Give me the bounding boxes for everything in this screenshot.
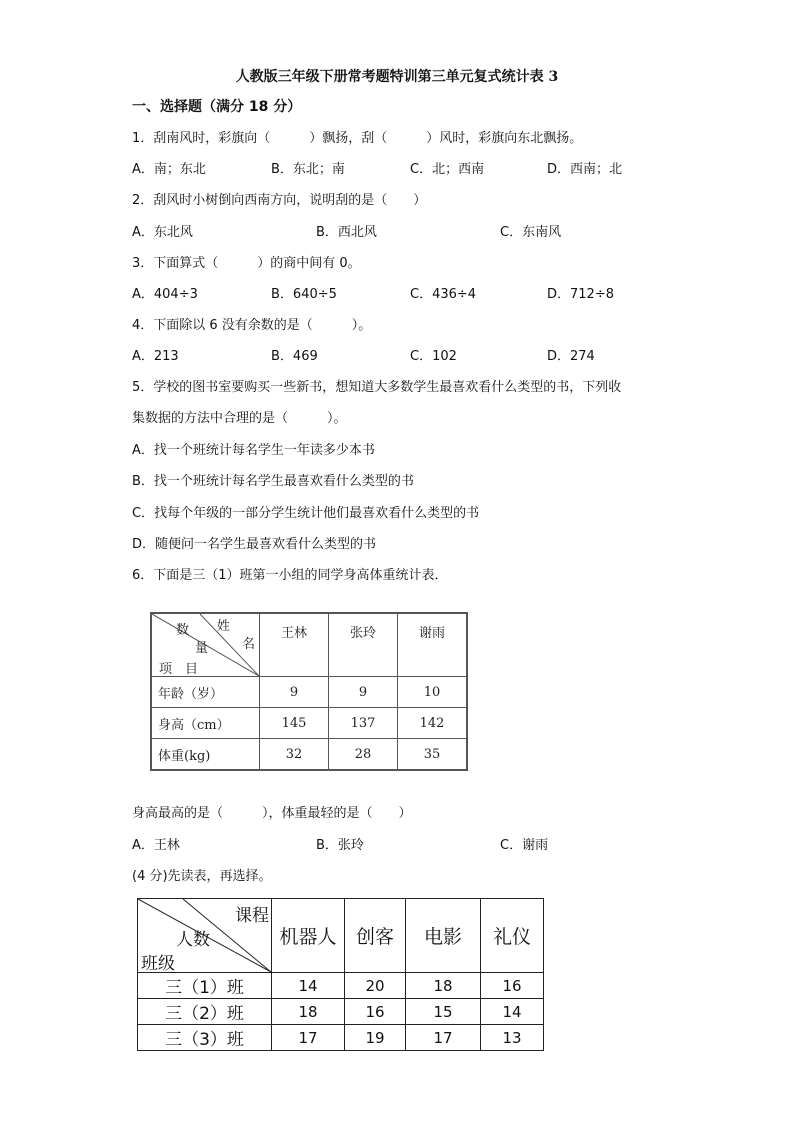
option-a: A．南；东北 bbox=[132, 162, 206, 177]
table-cell: 18 bbox=[406, 973, 481, 999]
option-d: D．274 bbox=[547, 349, 595, 364]
column-header-course: 机器人 bbox=[272, 899, 345, 973]
row-label: 身高（cm） bbox=[151, 708, 260, 739]
row-label: 年龄（岁） bbox=[151, 677, 260, 708]
table-cell: 16 bbox=[481, 973, 544, 999]
header-label-people: 人数 bbox=[176, 930, 210, 950]
course-enrollment-table bbox=[137, 898, 544, 1051]
option-a: A．404÷3 bbox=[132, 287, 198, 302]
header-label-xiangmu: 项 目 bbox=[159, 662, 199, 677]
question-5-line-2: 集数据的方法中合理的是（ ）。 bbox=[132, 411, 347, 426]
table-cell: 16 bbox=[345, 999, 406, 1025]
header-label-class: 班级 bbox=[141, 954, 175, 974]
header-label-course: 课程 bbox=[235, 906, 269, 926]
table-cell: 14 bbox=[481, 999, 544, 1025]
question-5-line-1: 5．学校的图书室要购买一些新书，想知道大多数学生最喜欢看什么类型的书，下列收 bbox=[132, 380, 622, 395]
option-b: B．西北风 bbox=[316, 225, 377, 240]
table-cell: 17 bbox=[406, 1025, 481, 1051]
column-header-name: 王林 bbox=[260, 613, 329, 677]
option-b: B．469 bbox=[271, 349, 318, 364]
column-header-course: 礼仪 bbox=[481, 899, 544, 973]
table-diagonal-header bbox=[138, 899, 272, 973]
table-cell: 142 bbox=[398, 708, 468, 739]
header-label-xing: 姓 bbox=[217, 619, 231, 634]
table-row bbox=[151, 677, 467, 708]
question-5-option-d: D．随便问一名学生最喜欢看什么类型的书 bbox=[132, 537, 377, 552]
column-header-name: 谢雨 bbox=[398, 613, 468, 677]
question-4: 4．下面除以 6 没有余数的是（ ）。 bbox=[132, 318, 372, 333]
height-weight-table bbox=[150, 612, 468, 771]
table-cell: 9 bbox=[329, 677, 398, 708]
option-b: B．东北；南 bbox=[271, 162, 345, 177]
table-cell: 9 bbox=[260, 677, 329, 708]
table-row bbox=[151, 739, 467, 771]
table-cell: 13 bbox=[481, 1025, 544, 1051]
question-5-option-a: A．找一个班统计每名学生一年读多少本书 bbox=[132, 443, 375, 458]
table-row bbox=[138, 1025, 544, 1051]
table-cell: 20 bbox=[345, 973, 406, 999]
column-header-name: 张玲 bbox=[329, 613, 398, 677]
table-cell: 32 bbox=[260, 739, 329, 771]
table-row bbox=[151, 708, 467, 739]
question-5-option-b: B．找一个班统计每名学生最喜欢看什么类型的书 bbox=[132, 474, 414, 489]
header-label-shu: 数 bbox=[176, 623, 190, 638]
header-label-ming: 名 bbox=[242, 637, 256, 652]
table-cell: 28 bbox=[329, 739, 398, 771]
table-row bbox=[138, 999, 544, 1025]
option-d: D．西南；北 bbox=[547, 162, 623, 177]
option-b: B．张玲 bbox=[316, 838, 364, 853]
question-1: 1．刮南风时，彩旗向（ ）飘扬，刮（ ）风时，彩旗向东北飘扬。 bbox=[132, 131, 583, 146]
table-cell: 18 bbox=[272, 999, 345, 1025]
table-cell: 137 bbox=[329, 708, 398, 739]
row-label: 三（3）班 bbox=[138, 1025, 272, 1051]
option-c: C．东南风 bbox=[500, 225, 562, 240]
question-3: 3．下面算式（ ）的商中间有 0。 bbox=[132, 256, 361, 271]
option-c: C．谢雨 bbox=[500, 838, 549, 853]
table-cell: 10 bbox=[398, 677, 468, 708]
header-label-liang: 量 bbox=[195, 641, 209, 656]
table-row bbox=[138, 973, 544, 999]
row-label: 体重(kg) bbox=[151, 739, 260, 771]
table-cell: 35 bbox=[398, 739, 468, 771]
question-2: 2．刮风时小树倒向西南方向，说明刮的是（ ） bbox=[132, 193, 427, 208]
question-7: (4 分)先读表，再选择。 bbox=[132, 869, 272, 884]
option-a: A．213 bbox=[132, 349, 179, 364]
table-diagonal-header bbox=[151, 613, 260, 677]
option-d: D．712÷8 bbox=[547, 287, 614, 302]
row-label: 三（2）班 bbox=[138, 999, 272, 1025]
question-5-option-c: C．找每个年级的一部分学生统计他们最喜欢看什么类型的书 bbox=[132, 506, 480, 521]
column-header-course: 电影 bbox=[406, 899, 481, 973]
option-b: B．640÷5 bbox=[271, 287, 337, 302]
option-a: A．王林 bbox=[132, 838, 180, 853]
table-cell: 145 bbox=[260, 708, 329, 739]
section-heading: 一、选择题（满分 18 分） bbox=[132, 99, 302, 115]
question-6-prompt: 身高最高的是（ ），体重最轻的是（ ） bbox=[132, 806, 412, 821]
table-cell: 15 bbox=[406, 999, 481, 1025]
document-title: 人教版三年级下册常考题特训第三单元复式统计表 3 bbox=[235, 69, 559, 85]
option-c: C．436÷4 bbox=[410, 287, 477, 302]
row-label: 三（1）班 bbox=[138, 973, 272, 999]
table-cell: 17 bbox=[272, 1025, 345, 1051]
option-a: A．东北风 bbox=[132, 225, 193, 240]
question-6: 6．下面是三（1）班第一小组的同学身高体重统计表． bbox=[132, 568, 448, 583]
option-c: C．102 bbox=[410, 349, 457, 364]
option-c: C．北；西南 bbox=[410, 162, 485, 177]
table-cell: 19 bbox=[345, 1025, 406, 1051]
table-cell: 14 bbox=[272, 973, 345, 999]
column-header-course: 创客 bbox=[345, 899, 406, 973]
